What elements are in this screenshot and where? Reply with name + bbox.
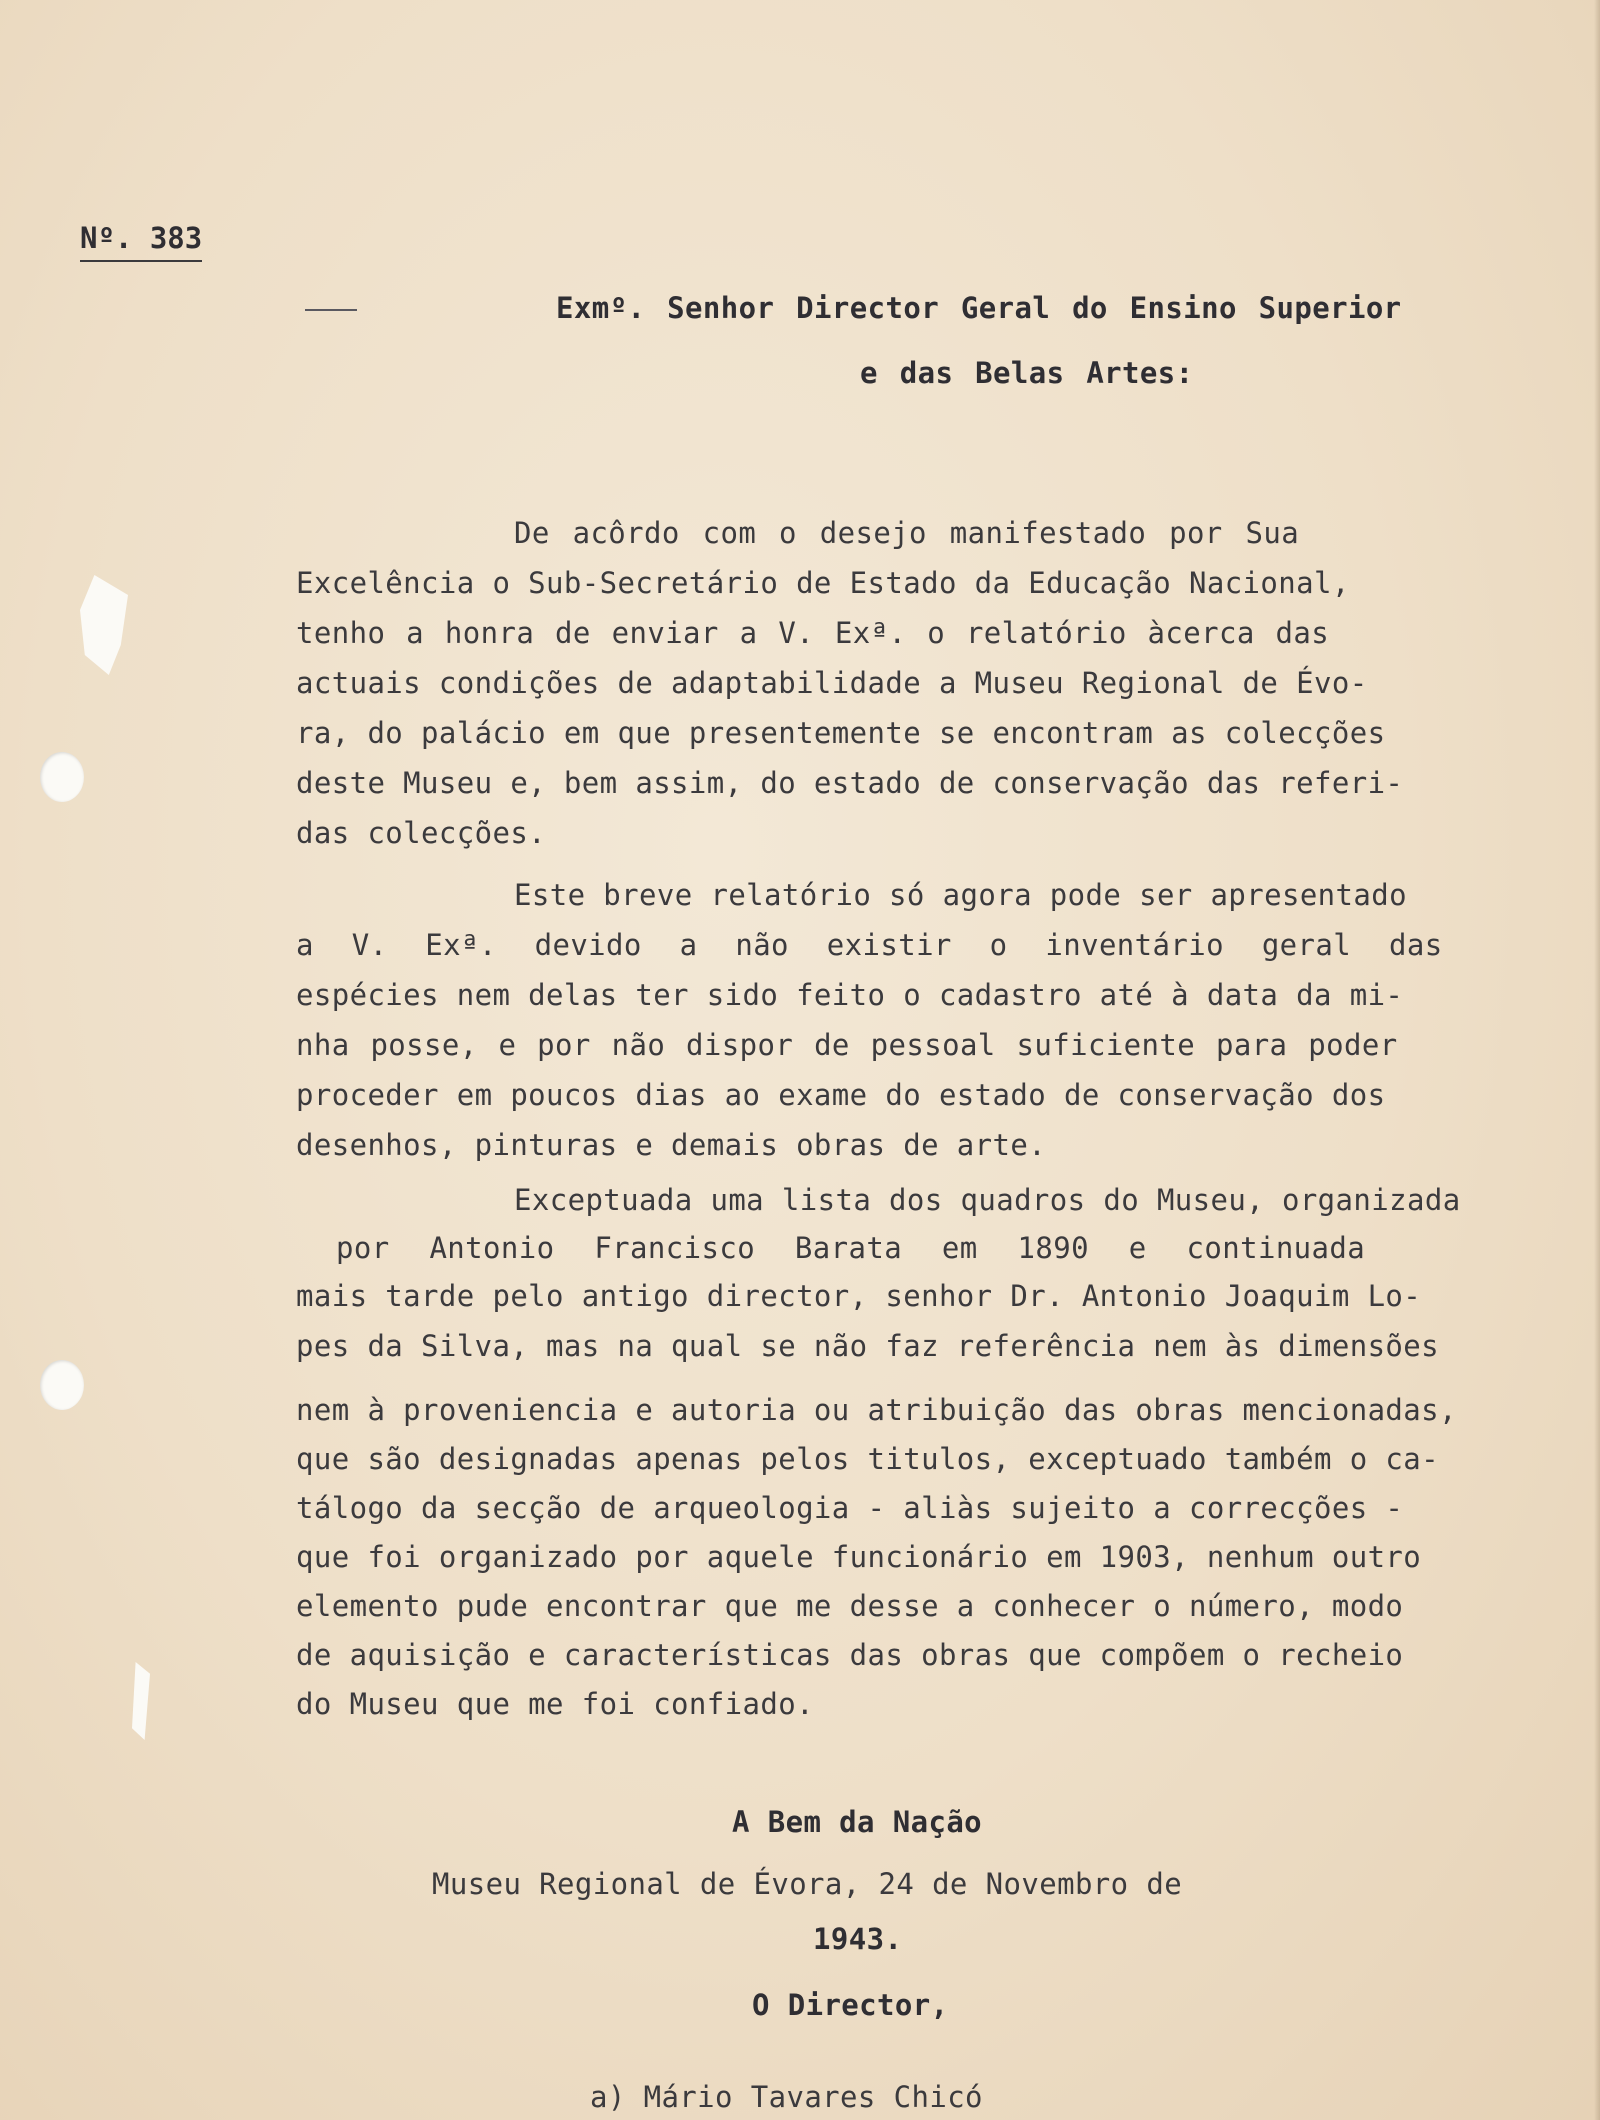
punch-hole-bottom — [40, 1360, 84, 1410]
document-number: Nº. 383 — [80, 218, 202, 262]
signatory-title: O Director, — [752, 1988, 949, 2022]
paragraph-line: actuais condições de adaptabilidade a Museu Regional de Évo- — [296, 666, 1368, 700]
punch-hole-top — [40, 752, 84, 802]
paragraph-line: que são designadas apenas pelos titulos, exceptuado também o ca- — [296, 1442, 1440, 1476]
date-year: 1943. — [813, 1922, 903, 1956]
paragraph-line: nem à proveniencia e autoria ou atribuição das obras mencionadas, — [296, 1393, 1457, 1427]
signature-line: a) Mário Tavares Chicó — [590, 2080, 983, 2114]
salutation-dash — [305, 309, 357, 311]
paragraph-line: tálogo da secção de arqueologia - aliàs sujeito a correcções - — [296, 1491, 1404, 1525]
paragraph-line: a V. Exª. devido a não existir o inventário geral das — [296, 928, 1443, 962]
page-edge-shadow — [1594, 0, 1600, 2120]
paragraph-line: das colecções. — [296, 816, 547, 850]
paragraph-line: proceder em poucos dias ao exame do estado de conservação dos — [296, 1078, 1386, 1112]
paragraph-line: De acôrdo com o desejo manifestado por Sua — [514, 516, 1300, 550]
torn-spot — [80, 575, 128, 675]
paragraph-line: de aquisição e características das obras que compõem o recheio — [296, 1638, 1404, 1672]
paragraph-line: espécies nem delas ter sido feito o cadastro até à data da mi- — [296, 978, 1404, 1012]
salutation-line-1: Exmº. Senhor Director Geral do Ensino Superior — [556, 291, 1402, 325]
paragraph-line: nha posse, e por não dispor de pessoal suficiente para poder — [296, 1028, 1398, 1062]
paragraph-line: do Museu que me foi confiado. — [296, 1687, 814, 1721]
paragraph-line: tenho a honra de enviar a V. Exª. o relatório àcerca das — [296, 616, 1330, 650]
salutation-line-2: e das Belas Artes: — [860, 356, 1194, 390]
torn-edge-mark — [132, 1662, 150, 1740]
closing-formula: A Bem da Nação — [732, 1805, 983, 1839]
paragraph-line: Exceptuada uma lista dos quadros do Museu, organizada — [514, 1183, 1461, 1217]
paragraph-line: deste Museu e, bem assim, do estado de conservação das referi- — [296, 766, 1404, 800]
paragraph-line: Este breve relatório só agora pode ser apresentado — [514, 878, 1407, 912]
paragraph-line: que foi organizado por aquele funcionário em 1903, nenhum outro — [296, 1540, 1422, 1574]
paragraph-line: Excelência o Sub-Secretário de Estado da Educação Nacional, — [296, 566, 1350, 600]
paragraph-line: ra, do palácio em que presentemente se encontram as colecções — [296, 716, 1386, 750]
place-and-date: Museu Regional de Évora, 24 de Novembro de — [432, 1867, 1183, 1901]
paragraph-line: elemento pude encontrar que me desse a conhecer o número, modo — [296, 1589, 1404, 1623]
paragraph-line: mais tarde pelo antigo director, senhor Dr. Antonio Joaquim Lo- — [296, 1279, 1422, 1313]
paragraph-line: por Antonio Francisco Barata em 1890 e continuada — [336, 1231, 1366, 1265]
paragraph-line: desenhos, pinturas e demais obras de arte. — [296, 1128, 1047, 1162]
paragraph-line: pes da Silva, mas na qual se não faz referência nem às dimensões — [296, 1329, 1440, 1363]
